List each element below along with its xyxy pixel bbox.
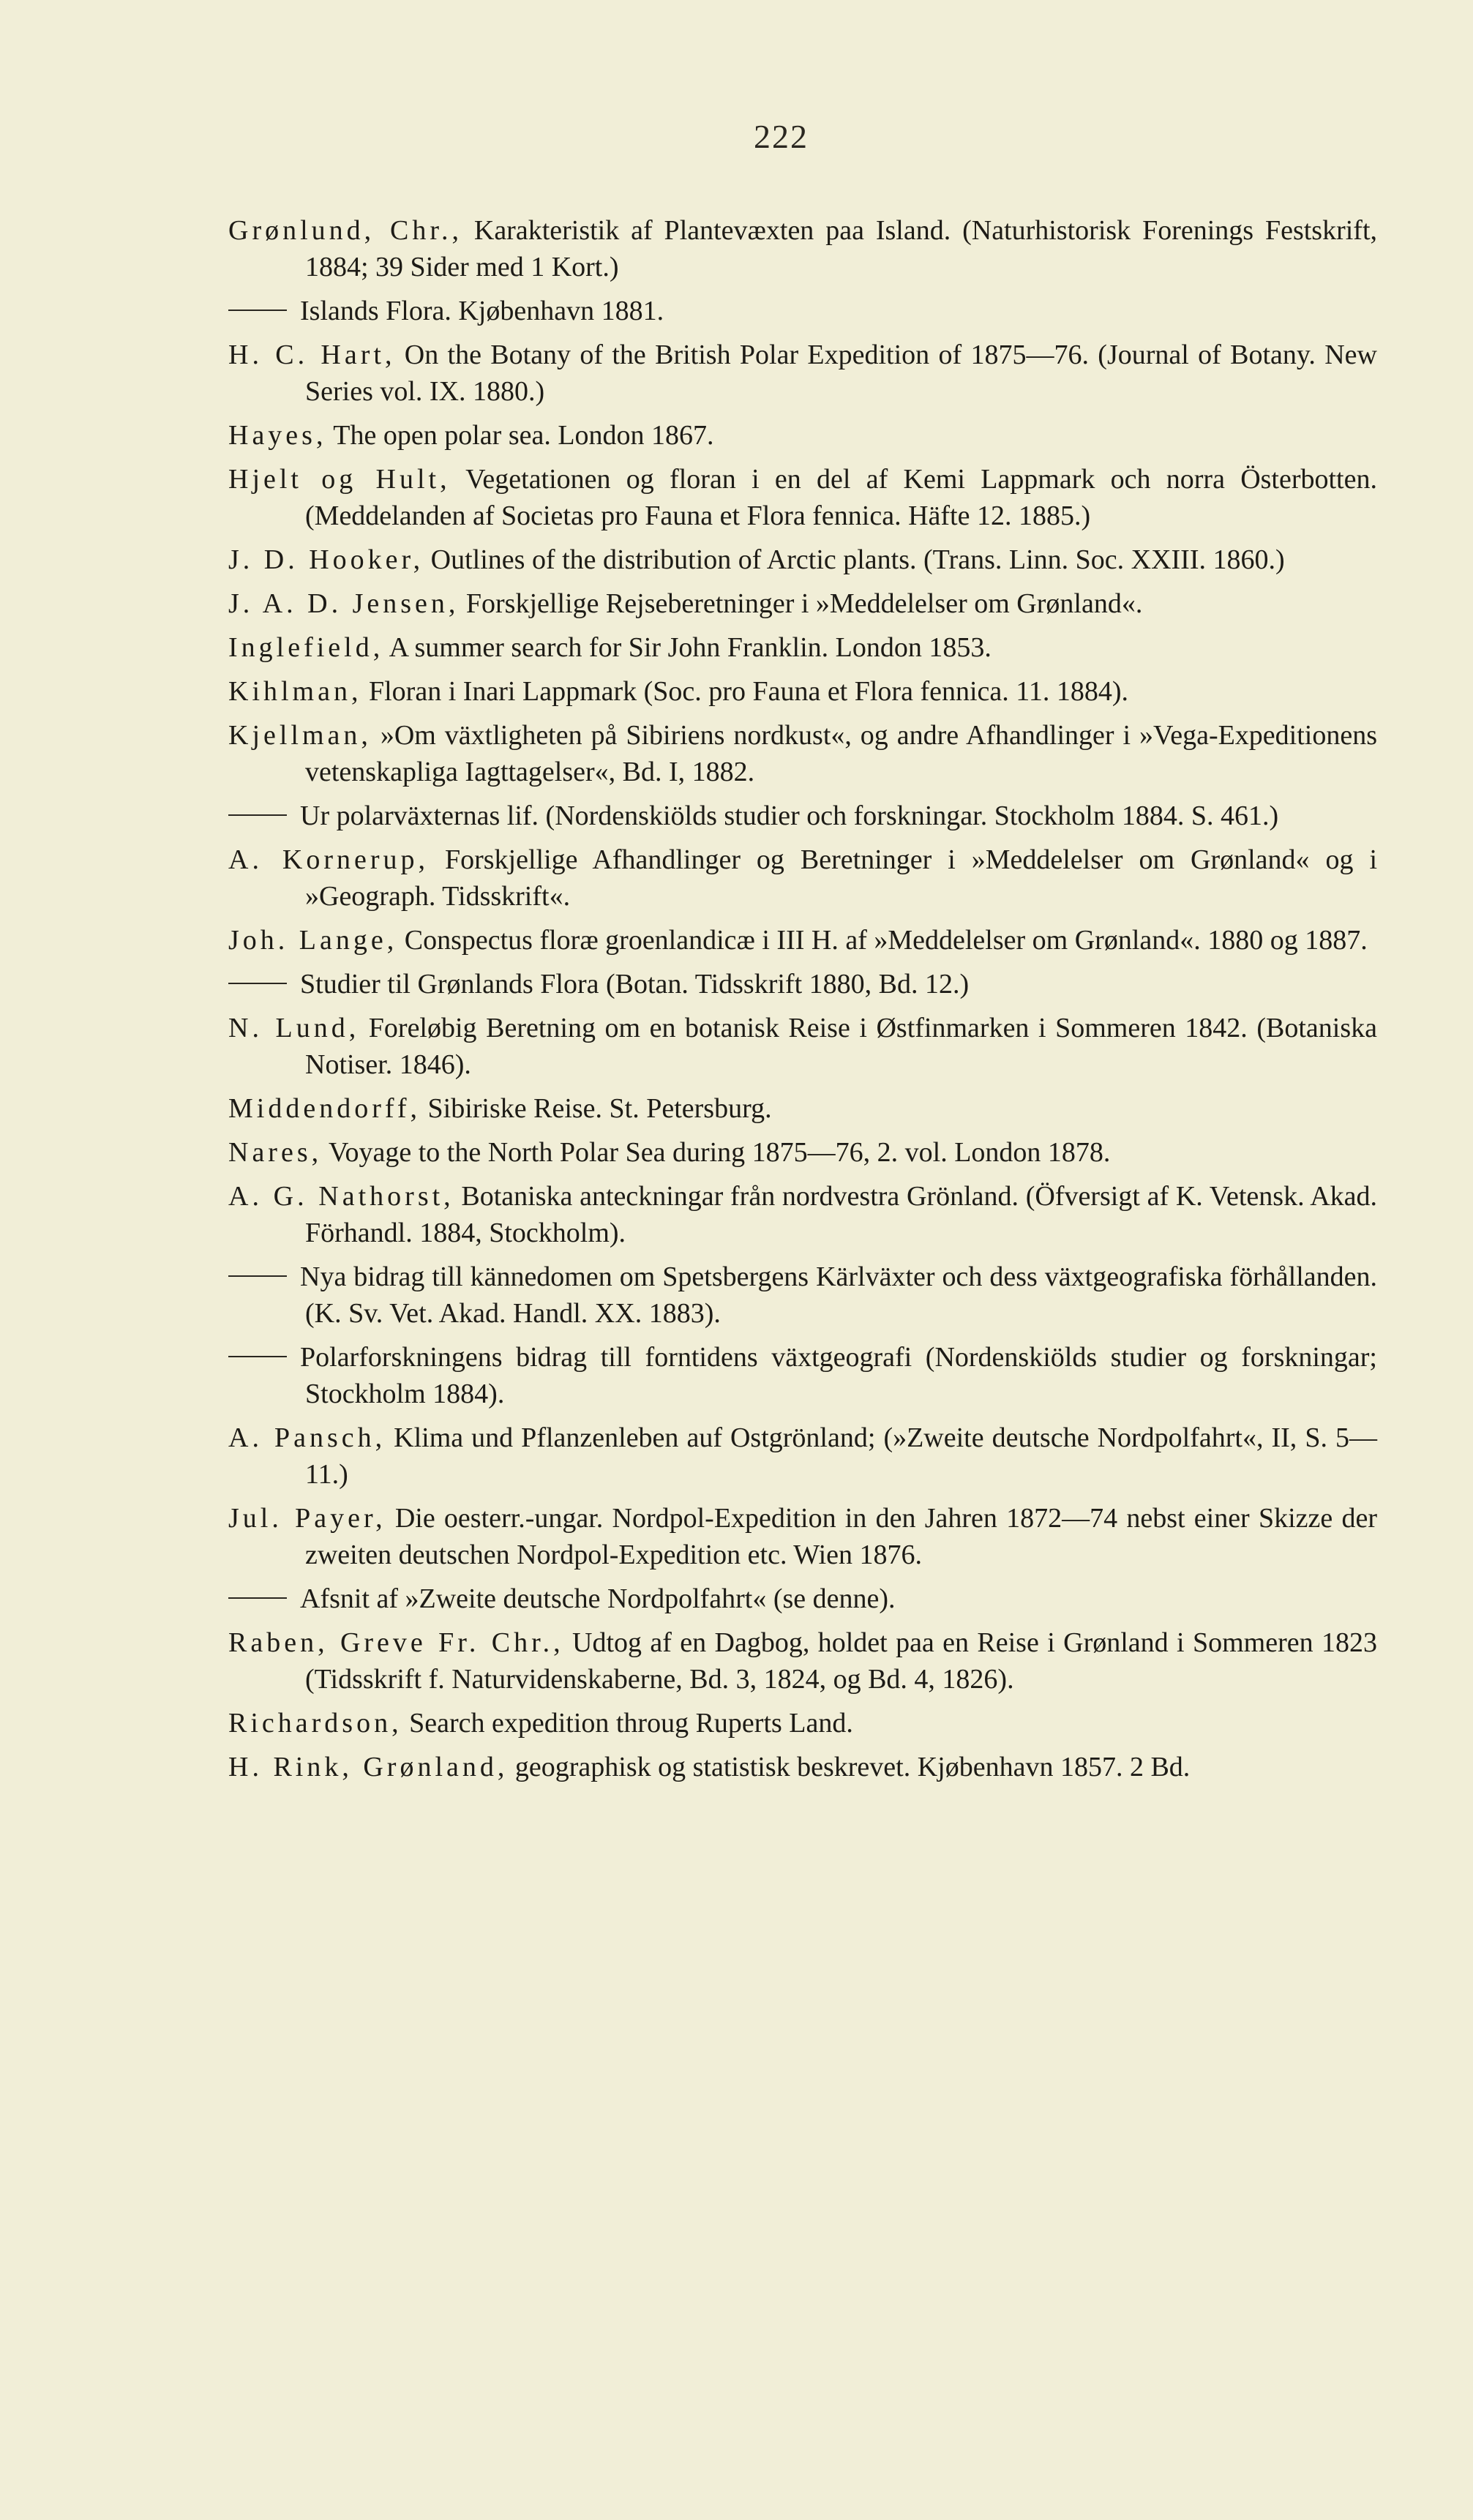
entry-text: Die oesterr.-ungar. Nordpol-Expedition in den Jahren 1872—74 nebst einer Skizze der zweiten deutschen Nordpol-Expedition etc. Wien 1876. (305, 1503, 1377, 1570)
entry-text: Klima und Pflanzenleben auf Ostgrönland; (»Zweite deutsche Nordpolfahrt«, II, S. 5—11.) (305, 1422, 1377, 1490)
entry-author: J. D. Hooker, (228, 544, 424, 575)
entry-text: Udtog af en Dagbog, holdet paa en Reise i Grønland i Sommeren 1823 (Tidsskrift f. Naturvidenskaberne, Bd. 3, 1824, og Bd. 4, 1826). (305, 1627, 1377, 1695)
entry-text: Outlines of the distribution of Arctic plants. (Trans. Linn. Soc. XXIII. 1860.) (430, 544, 1285, 575)
ditto-dash (228, 1275, 287, 1277)
entry-text: Forskjellige Rejseberetninger i »Meddelelser om Grønland«. (465, 588, 1143, 619)
entry-text: geographisk og statistisk beskrevet. Kjøbenhavn 1857. 2 Bd. (514, 1752, 1191, 1782)
ditto-dash (228, 310, 287, 311)
entry-author: Kjellman, (228, 720, 372, 751)
entry-author: H. Rink, Grønland, (228, 1752, 509, 1782)
entry-author: A. Pansch, (228, 1422, 386, 1453)
entry-text: Karakteristik af Plantevæxten paa Island. (Naturhistorisk Forenings Festskrift, 1884; 39 Sider med 1 Kort.) (305, 215, 1378, 282)
entry-text: A summer search for Sir John Franklin. London 1853. (389, 632, 992, 663)
bibliography-entry (228, 1624, 1377, 1698)
ditto-dash (228, 983, 287, 984)
bibliography-entry (228, 1580, 1377, 1617)
entry-author: Raben, Greve Fr. Chr., (228, 1627, 564, 1658)
bibliography-entry (228, 922, 1377, 959)
entry-text: Sibiriske Reise. St. Petersburg. (427, 1093, 772, 1124)
entry-author: A. G. Nathorst, (228, 1181, 454, 1212)
entry-text: Conspectus floræ groenlandicæ i III H. af »Meddelelser om Grønland«. 1880 og 1887. (404, 925, 1368, 956)
entry-text: Studier til Grønlands Flora (Botan. Tidsskrift 1880, Bd. 12.) (300, 969, 970, 1000)
entry-author: Jul. Payer, (228, 1503, 386, 1534)
entry-author: Hjelt og Hult, (228, 464, 451, 495)
entry-text: Voyage to the North Polar Sea during 1875—76, 2. vol. London 1878. (328, 1137, 1111, 1168)
entry-text: Botaniska anteckningar från nordvestra Grönland. (Öfversigt af K. Vetensk. Akad. Förhandl. 1884, Stockholm). (305, 1181, 1377, 1248)
bibliography-entry (228, 293, 1377, 329)
bibliography-entry (228, 798, 1377, 834)
bibliography-entry (228, 1749, 1377, 1785)
bibliography-entry (228, 417, 1377, 454)
entry-text: Floran i Inari Lappmark (Soc. pro Fauna et Flora fennica. 11. 1884). (368, 676, 1129, 707)
ditto-dash (228, 814, 287, 816)
ditto-dash (228, 1356, 287, 1357)
entry-text: Forskjellige Afhandlinger og Beretninger i »Meddelelser om Grønland« og i »Geograph. Tidsskrift«. (305, 844, 1378, 912)
entry-author: H. C. Hart, (228, 340, 396, 370)
entry-text: Search expedition throug Ruperts Land. (409, 1708, 853, 1739)
entry-text: Islands Flora. Kjøbenhavn 1881. (300, 296, 664, 326)
entry-author: N. Lund, (228, 1013, 360, 1043)
bibliography-entry (228, 1339, 1377, 1412)
entry-author: Grønlund, Chr., (228, 215, 462, 246)
entry-author: Richardson, (228, 1708, 402, 1739)
bibliography-entry (228, 1705, 1377, 1741)
entry-author: A. Kornerup, (228, 844, 430, 875)
bibliography-entry (228, 1090, 1377, 1127)
bibliography-entry (228, 966, 1377, 1002)
bibliography-entry (228, 585, 1377, 622)
entry-text: Afsnit af »Zweite deutsche Nordpolfahrt« (se denne). (300, 1583, 896, 1614)
entry-author: J. A. D. Jensen, (228, 588, 460, 619)
bibliography-list (228, 212, 1377, 1793)
entry-text: Polarforskningens bidrag till forntidens växtgeografi (Nordenskiölds studier og forskningar; Stockholm 1884). (300, 1342, 1377, 1409)
ditto-dash (228, 1597, 287, 1599)
entry-text: Ur polarväxternas lif. (Nordenskiölds studier och forskningar. Stockholm 1884. S. 461.) (300, 800, 1279, 831)
bibliography-entry (228, 841, 1377, 915)
bibliography-entry (228, 1420, 1377, 1493)
entry-text: Nya bidrag till kännedomen om Spetsbergens Kärlväxter och dess växtgeografiska förhållanden. (K. Sv. Vet. Akad. Handl. XX. 1883). (300, 1261, 1377, 1329)
entry-text: On the Botany of the British Polar Expedition of 1875—76. (Journal of Botany. New Series vol. IX. 1880.) (305, 340, 1377, 407)
entry-text: »Om växtligheten på Sibiriens nordkust«, og andre Afhandlinger i »Vega-Expeditionens vetenskapliga Iagttagelser«, Bd. I, 1882. (305, 720, 1378, 787)
entry-author: Hayes, (228, 420, 327, 451)
entry-text: Vegetationen og floran i en del af Kemi Lappmark och norra Österbotten. (Meddelanden af Societas pro Fauna et Flora fennica. Häfte 12. 1885.) (305, 464, 1377, 531)
bibliography-entry (228, 541, 1377, 578)
bibliography-entry (228, 717, 1377, 790)
page-number: 222 (754, 118, 809, 155)
bibliography-entry (228, 1259, 1377, 1332)
bibliography-entry (228, 1134, 1377, 1171)
bibliography-entry (228, 1010, 1377, 1083)
bibliography-entry (228, 629, 1377, 666)
bibliography-entry (228, 1178, 1377, 1251)
entry-author: Kihlman, (228, 676, 362, 707)
entry-text: The open polar sea. London 1867. (333, 420, 714, 451)
bibliography-entry (228, 337, 1377, 410)
bibliography-entry (228, 461, 1377, 534)
bibliography-entry (228, 1500, 1377, 1573)
bibliography-entry (228, 212, 1377, 285)
bibliography-entry (228, 673, 1377, 710)
entry-author: Joh. Lange, (228, 925, 398, 956)
entry-author: Inglefield, (228, 632, 384, 663)
entry-author: Middendorff, (228, 1093, 421, 1124)
entry-text: Foreløbig Beretning om en botanisk Reise i Østfinmarken i Sommeren 1842. (Botaniska Notiser. 1846). (305, 1013, 1377, 1080)
entry-author: Nares, (228, 1137, 323, 1168)
